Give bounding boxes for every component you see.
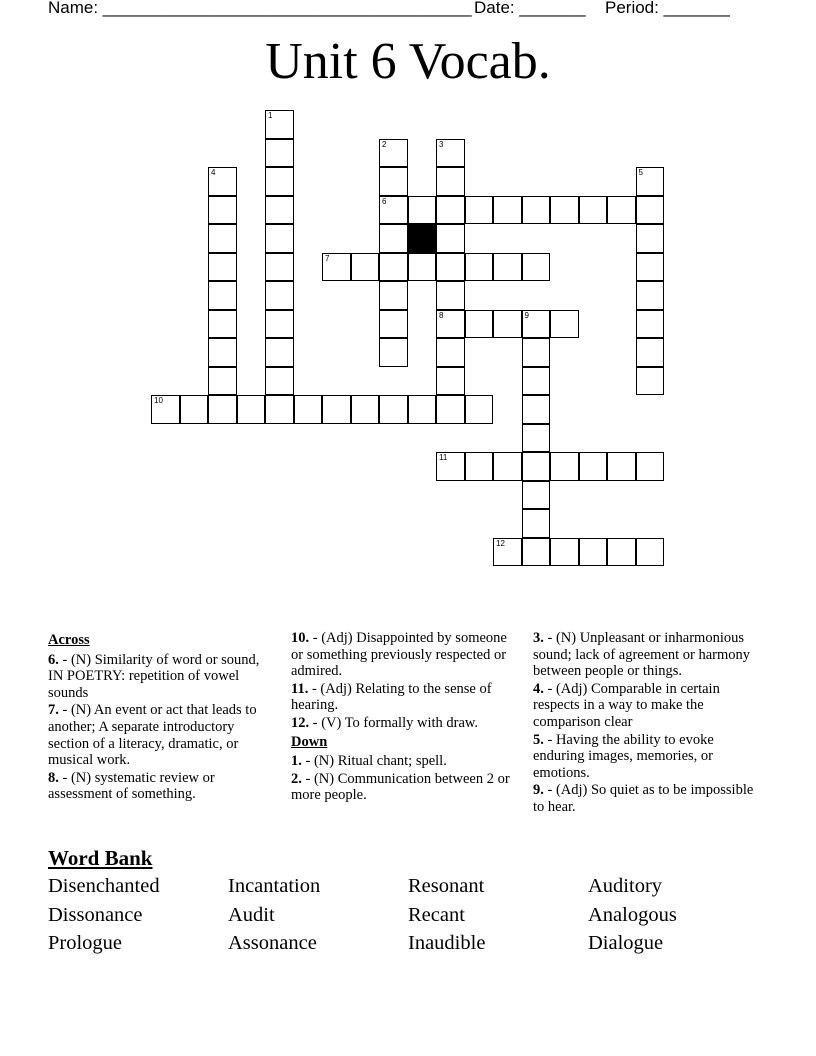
crossword-cell[interactable] <box>208 196 237 225</box>
crossword-cell[interactable] <box>579 452 608 481</box>
clue-across <box>48 652 276 702</box>
crossword-cell[interactable] <box>522 196 551 225</box>
clue-down <box>533 782 761 815</box>
crossword-cell[interactable] <box>436 310 465 339</box>
crossword-cell[interactable] <box>379 281 408 310</box>
clue-number-label: 7. <box>48 702 59 719</box>
crossword-cell[interactable] <box>493 196 522 225</box>
word-bank-title: Word Bank <box>48 846 153 870</box>
crossword-cell[interactable] <box>265 224 294 253</box>
crossword-cell[interactable] <box>208 395 237 424</box>
crossword-cell[interactable] <box>408 253 437 282</box>
clue-text: - (Adj) Relating to the sense of hearing. <box>291 680 492 714</box>
crossword-cell[interactable] <box>208 253 237 282</box>
word-bank-word: Auditory <box>588 875 663 897</box>
clue-text: - (N) systematic review or assessment of something. <box>48 769 215 803</box>
clue-number: 2 <box>382 139 387 149</box>
word-bank-word: Analogous <box>588 904 677 926</box>
clues-column-1 <box>48 630 276 804</box>
crossword-cell[interactable] <box>522 395 551 424</box>
word-bank-word: Disenchanted <box>48 875 160 897</box>
crossword-cell[interactable] <box>265 395 294 424</box>
crossword-cell[interactable] <box>579 196 608 225</box>
clue-text: - (N) Unpleasant or inharmonious sound; lack of agreement or harmony between people or things. <box>533 630 751 680</box>
page-title: Unit 6 Vocab. <box>265 33 551 90</box>
crossword-cell[interactable] <box>550 196 579 225</box>
crossword-cell[interactable] <box>465 253 494 282</box>
clue-number: 10 <box>154 396 163 405</box>
clue-text: - (Adj) So quiet as to be impossible to hear. <box>533 782 754 815</box>
clue-number-label: 3. <box>533 630 544 646</box>
clue-number-label: 8. <box>48 769 59 786</box>
crossword-cell[interactable] <box>436 367 465 396</box>
crossword-cell[interactable] <box>379 167 408 196</box>
clue-across <box>291 681 519 714</box>
crossword-cell[interactable] <box>265 110 294 139</box>
crossword-cell[interactable] <box>265 196 294 225</box>
crossword-cell[interactable] <box>322 395 351 424</box>
clue-number: 4 <box>211 168 216 177</box>
crossword-cell[interactable] <box>265 281 294 310</box>
clue-number-label: 1. <box>291 753 302 770</box>
crossword-cell[interactable] <box>436 452 465 481</box>
crossword-cell[interactable] <box>636 281 665 310</box>
clue-number: 9 <box>524 310 529 320</box>
period-field-label: Period: _______ <box>605 0 730 17</box>
crossword-cell[interactable] <box>522 424 551 453</box>
clue-across <box>291 630 519 680</box>
clue-number-label: 9. <box>533 782 544 799</box>
clue-text: - (Adj) Disappointed by someone or something previously respected or admired. <box>291 630 507 680</box>
clue-number-label: 4. <box>533 680 544 697</box>
clue-number-label: 11. <box>291 680 309 697</box>
crossword-cell[interactable] <box>636 310 665 339</box>
crossword-cell[interactable] <box>351 253 380 282</box>
crossword-cell[interactable] <box>265 253 294 282</box>
clue-down <box>533 681 761 731</box>
crossword-cell[interactable] <box>379 139 408 168</box>
crossword-cell[interactable] <box>636 167 665 196</box>
crossword-cell[interactable] <box>636 452 665 481</box>
clue-number: 7 <box>325 253 330 263</box>
crossword-cell[interactable] <box>408 395 437 424</box>
crossword-cell[interactable] <box>550 310 579 339</box>
crossword-cell[interactable] <box>465 310 494 339</box>
crossword-cell[interactable] <box>522 338 551 367</box>
clue-across <box>48 702 276 768</box>
crossword-cell[interactable] <box>208 338 237 367</box>
across-heading: Across <box>48 632 90 648</box>
clue-number: 5 <box>638 168 643 177</box>
crossword-cell[interactable] <box>379 253 408 282</box>
crossword-cell[interactable] <box>265 367 294 396</box>
crossword-cell[interactable] <box>436 224 465 253</box>
down-heading: Down <box>291 733 328 750</box>
word-bank-word: Audit <box>228 904 275 926</box>
name-field-label: Name: _______________________________________ <box>48 0 472 17</box>
clue-down <box>291 771 519 804</box>
crossword-cell[interactable] <box>379 338 408 367</box>
crossword-cell[interactable] <box>522 367 551 396</box>
clue-text: - (N) Ritual chant; spell. <box>301 753 447 770</box>
crossword-cell[interactable] <box>465 395 494 424</box>
clue-number-label: 5. <box>533 731 544 748</box>
crossword-cell[interactable] <box>493 452 522 481</box>
clue-number: 11 <box>439 453 448 462</box>
crossword-cell[interactable] <box>636 253 665 282</box>
crossword-cell[interactable] <box>237 395 266 424</box>
crossword-cell[interactable] <box>436 395 465 424</box>
crossword-cell[interactable] <box>493 538 522 567</box>
clue-number-label: 10. <box>291 630 310 646</box>
crossword-cell[interactable] <box>265 310 294 339</box>
crossword-cell[interactable] <box>522 310 551 339</box>
crossword-cell[interactable] <box>436 139 465 168</box>
crossword-cell[interactable] <box>208 281 237 310</box>
clue-down <box>533 732 761 782</box>
clue-number-label: 2. <box>291 770 302 787</box>
clue-text: - (V) To formally with draw. <box>309 714 479 731</box>
crossword-cell[interactable] <box>607 452 636 481</box>
word-bank-word: Resonant <box>408 875 485 897</box>
crossword-cell[interactable] <box>607 196 636 225</box>
word-bank-word: Assonance <box>228 932 317 954</box>
clue-down <box>533 630 761 680</box>
word-bank-word: Recant <box>408 904 465 926</box>
clue-down <box>291 753 519 770</box>
crossword-cell[interactable] <box>522 509 551 538</box>
crossword-cell[interactable] <box>579 538 608 567</box>
crossword-cell[interactable] <box>522 538 551 567</box>
crossword-cell[interactable] <box>151 395 180 424</box>
clue-text: - (N) Similarity of word or sound, IN POETRY: repetition of vowel sounds <box>48 651 260 701</box>
crossword-cell[interactable] <box>208 224 237 253</box>
crossword-cell[interactable] <box>180 395 209 424</box>
crossword-cell[interactable] <box>379 196 408 225</box>
crossword-cell[interactable] <box>522 452 551 481</box>
word-bank-word: Prologue <box>48 932 123 954</box>
clue-number: 1 <box>268 111 273 120</box>
clue-across <box>48 770 276 803</box>
crossword-cell[interactable] <box>493 310 522 339</box>
word-bank-word: Incantation <box>228 875 321 897</box>
crossword-cell[interactable] <box>265 139 294 168</box>
clue-across <box>291 715 519 732</box>
crossword-cell[interactable] <box>636 196 665 225</box>
clue-text: - (Adj) Comparable in certain respects in a way to make the comparison clear <box>533 680 720 730</box>
crossword-cell[interactable] <box>436 167 465 196</box>
crossword-cell[interactable] <box>636 338 665 367</box>
clue-text: - (N) An event or act that leads to another; A separate introductory section of a literacy, dramatic, or musical work. <box>48 702 257 769</box>
crossword-cell[interactable] <box>208 167 237 196</box>
crossword-cell[interactable] <box>636 538 665 567</box>
crossword-cell[interactable] <box>522 481 551 510</box>
clue-number-label: 6. <box>48 651 59 668</box>
crossword-cell[interactable] <box>408 196 437 225</box>
crossword-cell[interactable] <box>465 452 494 481</box>
crossword-black-cell <box>408 224 437 253</box>
clue-text: - Having the ability to evoke enduring images, memories, or emotions. <box>533 731 714 781</box>
crossword-cell[interactable] <box>265 167 294 196</box>
crossword-cell[interactable] <box>436 196 465 225</box>
crossword-cell[interactable] <box>351 395 380 424</box>
crossword-cell[interactable] <box>636 367 665 396</box>
clue-number-label: 12. <box>291 714 310 731</box>
word-bank-word: Inaudible <box>408 932 486 954</box>
word-bank-word: Dissonance <box>48 904 143 926</box>
clues-column-2 <box>291 630 519 805</box>
crossword-cell[interactable] <box>436 253 465 282</box>
crossword-cell[interactable] <box>465 196 494 225</box>
crossword-cell[interactable] <box>436 281 465 310</box>
crossword-cell[interactable] <box>607 538 636 567</box>
crossword-cell[interactable] <box>436 338 465 367</box>
clues-column-3 <box>533 630 761 817</box>
crossword-cell[interactable] <box>550 452 579 481</box>
clue-number: 3 <box>439 139 444 149</box>
crossword-cell[interactable] <box>522 253 551 282</box>
crossword-cell[interactable] <box>379 310 408 339</box>
clue-number: 8 <box>439 310 444 320</box>
crossword-cell[interactable] <box>493 253 522 282</box>
clue-number: 6 <box>382 196 387 206</box>
date-field-label: Date: _______ <box>474 0 586 17</box>
crossword-cell[interactable] <box>265 338 294 367</box>
crossword-cell[interactable] <box>636 224 665 253</box>
crossword-cell[interactable] <box>379 395 408 424</box>
word-bank-word: Dialogue <box>588 932 664 954</box>
clue-text: - (N) Communication between 2 or more people. <box>291 770 510 804</box>
crossword-cell[interactable] <box>322 253 351 282</box>
crossword-cell[interactable] <box>208 367 237 396</box>
crossword-cell[interactable] <box>208 310 237 339</box>
crossword-cell[interactable] <box>550 538 579 567</box>
crossword-cell[interactable] <box>294 395 323 424</box>
crossword-cell[interactable] <box>379 224 408 253</box>
clue-number: 12 <box>496 538 505 548</box>
